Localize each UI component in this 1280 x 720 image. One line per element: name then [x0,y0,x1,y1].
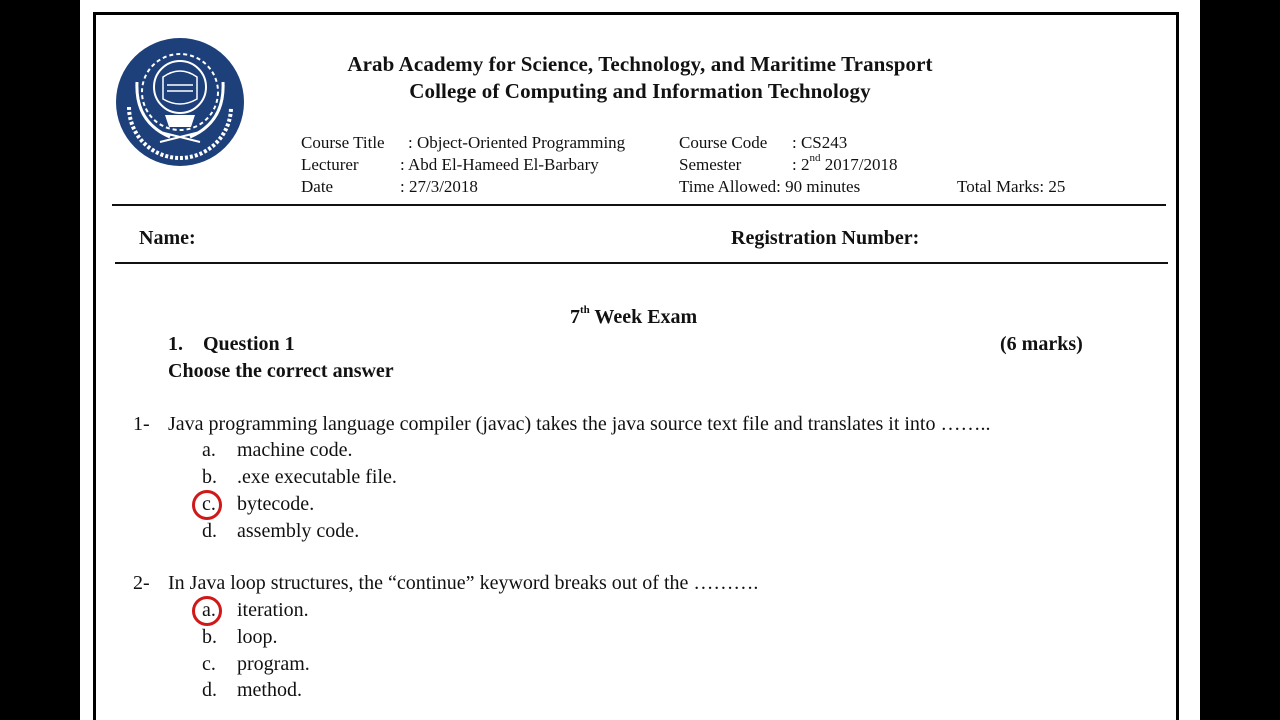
registration-number-label: Registration Number: [731,227,920,249]
section-title: Question 1 [203,333,295,355]
exam-week-number: 7 [570,306,580,328]
option-text: assembly code. [237,520,360,542]
exam-page [80,0,1200,720]
option-a[interactable] [202,599,602,623]
option-text: program. [237,653,310,675]
semester-value [792,152,898,175]
option-text: bytecode. [237,493,315,515]
semester-suffix: nd [809,152,821,165]
college-name: College of Computing and Information Technology [409,79,871,103]
selected-answer-circle [192,596,222,626]
option-b[interactable] [202,466,602,490]
exam-title-text: Week Exam [589,306,698,328]
lecturer-label: Lecturer [301,155,359,174]
section-instruction: Choose the correct answer [168,360,394,382]
time-allowed: Time Allowed: 90 minutes [679,177,861,196]
question-number: 2- [133,572,150,594]
aast-emblem-icon [115,37,245,167]
option-text: loop. [237,626,278,648]
date-label: Date [301,177,334,196]
semester-label: Semester [679,155,742,174]
option-c[interactable] [202,653,602,677]
header-divider-bottom [115,262,1168,264]
option-letter: d. [202,679,217,701]
selected-answer-circle [192,490,222,520]
option-letter: b. [202,466,217,488]
course-title-value: : Object-Oriented Programming [408,133,626,152]
option-letter: a. [202,599,216,621]
option-letter: d. [202,520,217,542]
option-a[interactable] [202,439,602,463]
question-text: In Java loop structures, the “continue” keyword breaks out of the ………. [168,572,759,594]
option-letter: b. [202,626,217,648]
option-letter: c. [202,493,216,515]
question-number: 1- [133,413,150,435]
semester-number: : 2 [792,155,810,174]
total-marks: Total Marks: 25 [957,177,1066,196]
option-text: iteration. [237,599,309,621]
option-d[interactable] [202,679,602,703]
lecturer-value: : Abd El-Hameed El-Barbary [400,155,599,174]
course-title-label: Course Title [301,133,385,152]
question-text: Java programming language compiler (javac) takes the java source text file and translates it into …….. [168,413,991,435]
date-value: : 27/3/2018 [400,177,478,196]
course-code-label: Course Code [679,133,768,152]
option-b[interactable] [202,626,602,650]
option-text: machine code. [237,439,353,461]
option-letter: a. [202,439,216,461]
option-text: method. [237,679,302,701]
exam-title [570,306,697,329]
section-marks: (6 marks) [1000,333,1083,355]
institution-name: Arab Academy for Science, Technology, and Maritime Transport [347,52,933,76]
section-number: 1. [168,333,183,355]
option-c[interactable] [202,493,602,517]
semester-year: 2017/2018 [820,155,898,174]
name-label: Name: [139,227,196,249]
option-letter: c. [202,653,216,675]
option-text: .exe executable file. [237,466,397,488]
course-code-value: : CS243 [792,133,848,152]
header-divider-top [112,204,1166,206]
option-d[interactable] [202,520,602,544]
exam-week-suffix: th [580,304,590,317]
